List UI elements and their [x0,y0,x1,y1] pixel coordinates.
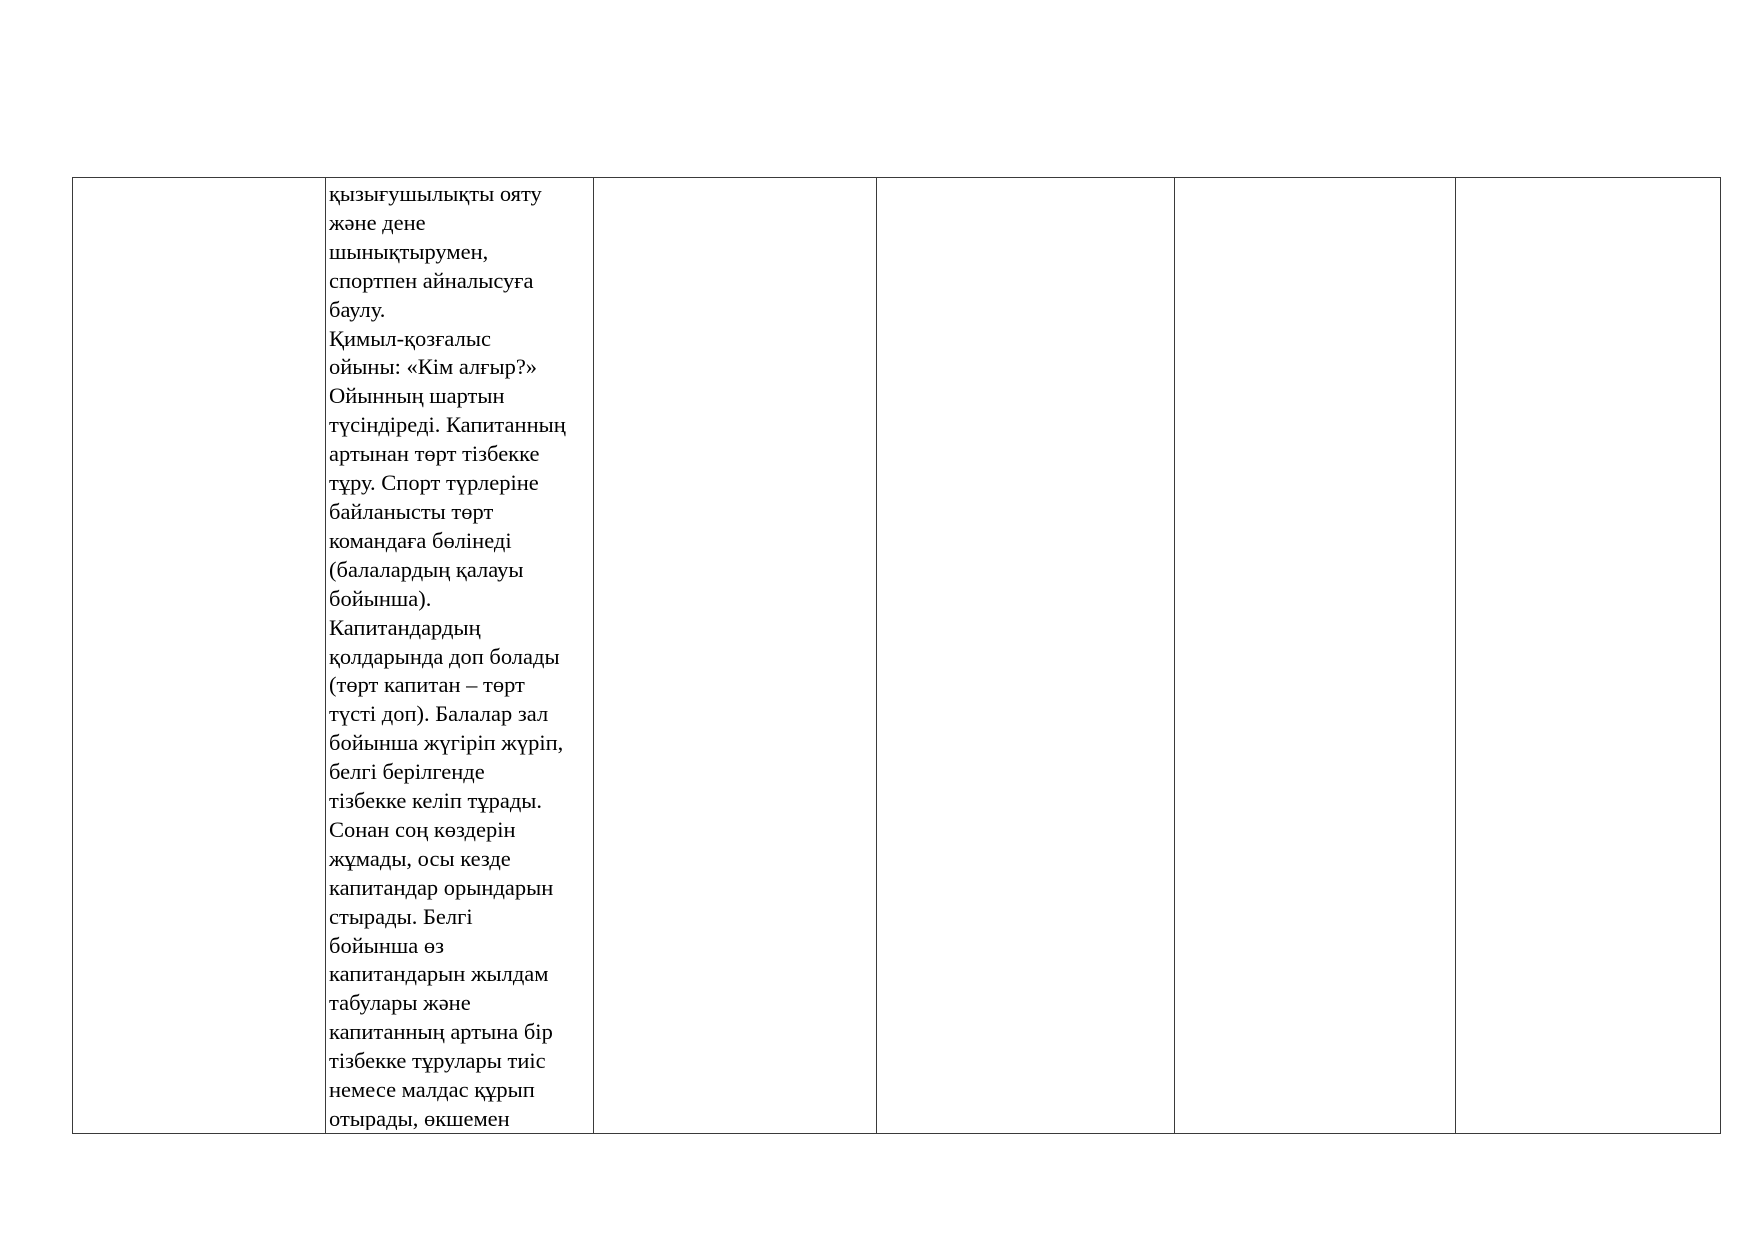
text-line: капитандар орындарын [329,874,554,900]
text-line: стырады. Белгі [329,903,473,929]
text-line: (балалардың қалауы [329,556,524,582]
text-line: Сонан соң көздерін [329,816,516,842]
text-line: (төрт капитан – төрт [329,672,525,698]
text-line: артынан төрт тізбекке [329,441,540,467]
text-line: табулары және [329,990,471,1016]
text-line: белгі берілгенде [329,759,485,785]
text-line: баулу. [329,296,386,322]
text-line: тізбекке тұрулары тиіс [329,1048,546,1074]
text-line: қолдарында доп болады [329,643,560,669]
table-cell-col5 [1175,178,1456,1134]
text-line: ойыны: «Кім алғыр?» [329,354,538,380]
text-line: Қимыл-қозғалыс [329,325,491,351]
table-row [73,178,1721,1134]
table-cell-col4 [877,178,1175,1134]
table-cell-col3 [594,178,877,1134]
text-line: бойынша өз [329,932,444,958]
text-line: немесе малдас құрып [329,1077,535,1103]
table-cell-col6 [1456,178,1721,1134]
text-line: және дене [329,209,426,235]
text-line: бойынша). [329,585,432,611]
text-line: спортпен айналысуға [329,267,534,293]
text-line: тұру. Спорт түрлеріне [329,470,539,496]
table-cell-col2 [326,178,594,1134]
text-line: бойынша жүгіріп жүріп, [329,730,564,756]
text-line: түсіндіреді. Капитанның [329,412,566,438]
text-line: тізбекке келіп тұрады. [329,788,543,814]
text-line: Капитандардың [329,614,481,640]
cell-text-block [326,178,593,1130]
text-line: шынықтырумен, [329,238,489,264]
text-line: капитанның артына бір [329,1019,553,1045]
text-line: түсті доп). Балалар зал [329,701,549,727]
text-line: командаға бөлінеді [329,527,512,553]
text-line: қызығушылықты ояту [329,181,542,206]
text-line: капитандарын жылдам [329,961,549,987]
text-line: Ойынның шартын [329,383,505,409]
table-cell-col1 [73,178,326,1134]
text-line: отырады, өкшемен [329,1106,510,1130]
text-line: байланысты төрт [329,498,494,524]
document-table [72,177,1721,1134]
text-line: жұмады, осы кезде [329,845,511,871]
